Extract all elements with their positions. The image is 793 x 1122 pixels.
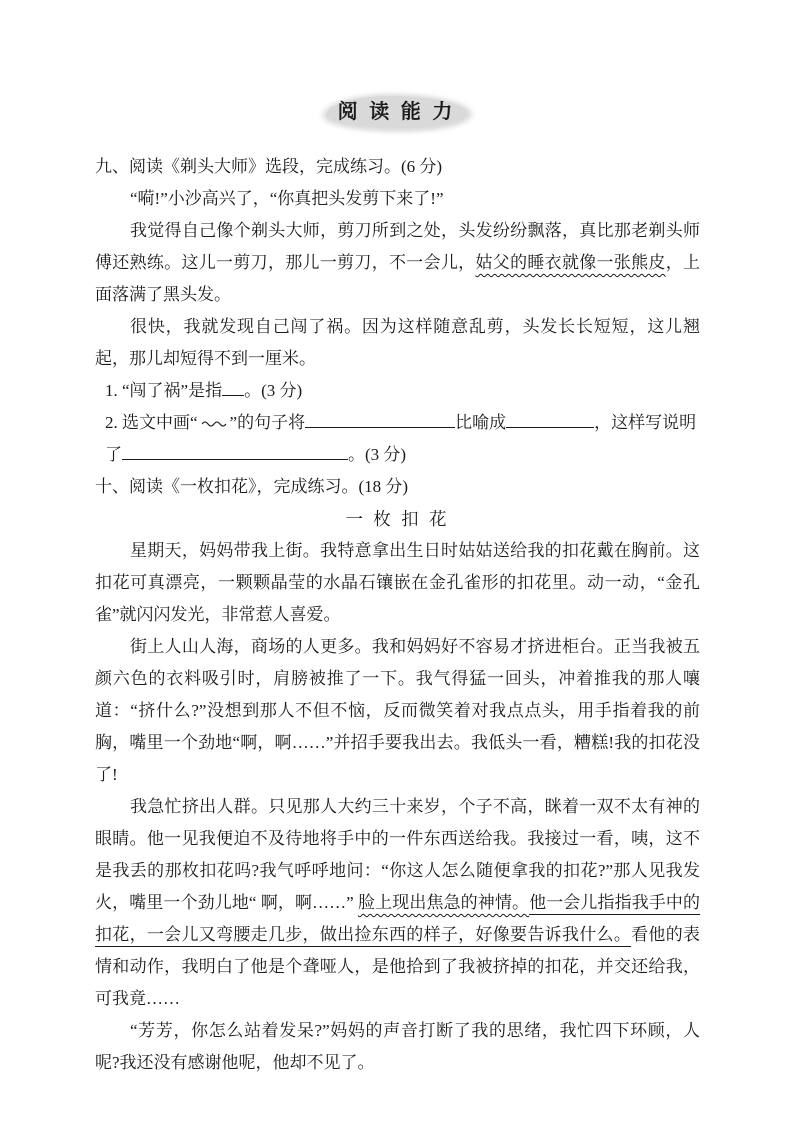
section-9-paragraph-3: 很快，我就发现自己闯了祸。因为这样随意乱剪，头发长长短短，这儿翘起，那儿却短得不到一厘米。 bbox=[95, 317, 700, 368]
paragraph-text: 看他的表情和动作，我明白了他是个聋哑人，是他拾到了我被挤掉的扣花，并交还给我，可我竟…… bbox=[95, 925, 701, 1008]
story-paragraph-2: 街上人山人海，商场的人更多。我和妈妈好不容易才挤进柜台。正当我被五颜六色的衣料吸引时，肩膀被推了一下。我气得猛一回头，冲着推我的那人嚷道：“挤什么?”没想到那人不但不恼，反而微笑着对我点点头，用手指着我的前胸，嘴里一个劲地“啊，啊……”并招手要我出去。我低头一看，糟糕!我的扣花没了! bbox=[95, 637, 700, 784]
section-9-paragraph-2 bbox=[95, 215, 700, 311]
answer-blank bbox=[222, 378, 244, 396]
question-text: 2. 选文中画“ bbox=[105, 413, 198, 432]
page-title: 阅 读 能 力 bbox=[326, 96, 468, 128]
wavy-line-icon bbox=[200, 407, 228, 439]
question-text: 。(3 分) bbox=[244, 381, 303, 400]
question-1 bbox=[95, 375, 700, 407]
story-paragraph-1: 星期天，妈妈带我上街。我特意拿出生日时姑姑送给我的扣花戴在胸前。这扣花可真漂亮，一颗颗晶莹的水晶石镶嵌在金孔雀形的扣花里。动一动，“金孔雀”就闪闪发光，非常惹人喜爱。 bbox=[95, 541, 700, 624]
question-2-line-2 bbox=[95, 439, 700, 471]
question-text: 比喻成 bbox=[455, 413, 507, 432]
answer-blank bbox=[305, 410, 455, 428]
wavy-underlined-phrase: 姑父的睡衣就像一张熊皮 bbox=[475, 253, 666, 272]
paragraph-text: ，上面落满了黑头发。 bbox=[95, 253, 701, 304]
section-10-heading: 十、阅读《一枚扣花》，完成练习。(18 分) bbox=[95, 477, 409, 496]
story-title: 一 枚 扣 花 bbox=[345, 509, 450, 529]
answer-blank bbox=[122, 442, 348, 460]
question-text: 1. “闯了祸”是指 bbox=[105, 381, 223, 400]
document-content bbox=[95, 151, 700, 1079]
underlined-phrase: 他一会儿指指我手中的扣花，一会儿又弯腰走几步，做出捡东西的样子，好像要告诉我什么。 bbox=[95, 893, 701, 944]
section-9-heading: 九、阅读《剃头大师》选段，完成练习。(6 分) bbox=[95, 157, 443, 176]
question-text: ”的句子将 bbox=[229, 413, 306, 432]
doc-title-row bbox=[0, 0, 793, 129]
wavy-underlined-phrase: 脸上现出焦急的神情。 bbox=[358, 893, 530, 912]
section-9-paragraph-1: “嗬!”小沙高兴了，“你真把头发剪下来了!” bbox=[130, 189, 444, 208]
paragraph-text: 我急忙挤出人群。只见那人大约三十来岁，个子不高，眯着一双不太有神的眼睛。他一见我便迫不及待地将手中的一件东西送给我。我接过一看，咦，这不是我丢的那枚扣花吗?我气呼呼地问：“你这人怎么随便拿我的扣花?”那人见我发火，嘴里一个劲儿地“ 啊，啊……” bbox=[95, 797, 700, 912]
question-text: 了 bbox=[105, 445, 122, 464]
story-paragraph-4: “芳芳，你怎么站着发呆?”妈妈的声音打断了我的思绪，我忙四下环顾，人呢?我还没有感谢他呢，他却不见了。 bbox=[95, 1021, 700, 1072]
question-text: ，这样写说明 bbox=[594, 413, 697, 432]
story-paragraph-3 bbox=[95, 791, 700, 1015]
question-2-line-1 bbox=[95, 407, 700, 439]
answer-blank bbox=[506, 410, 594, 428]
question-text: 。(3 分) bbox=[348, 445, 407, 464]
paragraph-text: 我觉得自己像个剃头大师，剪刀所到之处，头发纷纷飘落，真比那老剃头师傅还熟练。这儿一剪刀，那儿一剪刀，不一会儿， bbox=[95, 221, 700, 272]
